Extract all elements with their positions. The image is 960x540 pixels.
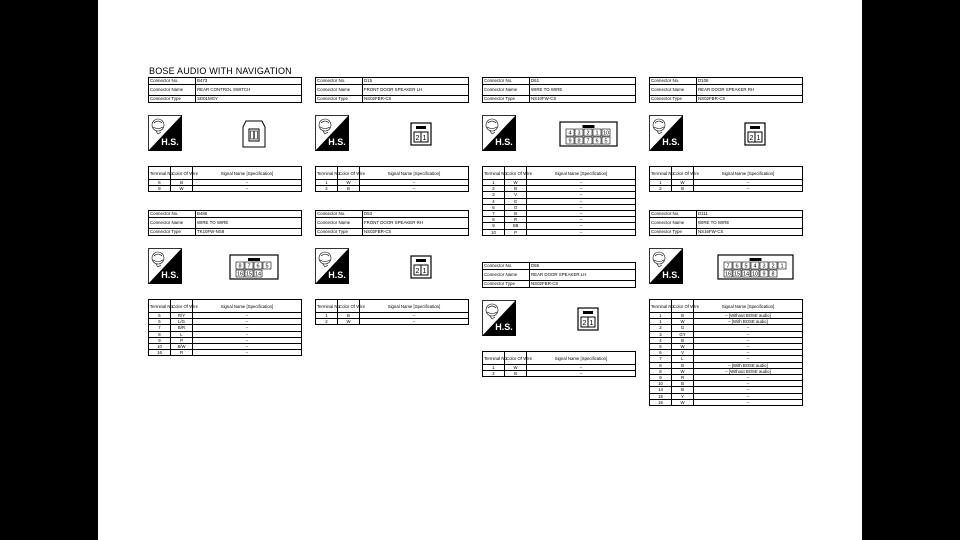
wire-color: W <box>672 180 694 186</box>
header-key: Connector Type <box>316 96 363 103</box>
header-value-no: D53 <box>363 211 469 218</box>
wire-color: W <box>672 344 694 350</box>
hs-icon <box>482 300 516 336</box>
wire-color: R/Y <box>171 313 193 319</box>
hs-icon <box>148 115 182 151</box>
pin-label: 2 <box>749 135 754 142</box>
signal-name: – <box>360 180 469 186</box>
terminal-no: 1 <box>316 313 338 319</box>
header-value-type: SD01MGY <box>196 96 302 103</box>
pin-label: 2 <box>585 130 590 137</box>
terminal-table <box>649 166 803 192</box>
header-value-no: D15 <box>363 78 469 85</box>
header-key: Connector Name <box>650 217 697 229</box>
wire-color: L/G <box>171 319 193 325</box>
pin-label: 1 <box>422 135 427 142</box>
header-value-type: NS02FBR-CS <box>363 229 469 236</box>
terminal-no: 1 <box>650 319 672 325</box>
terminal-no: 8 <box>483 217 505 223</box>
wire-color: B <box>505 371 527 377</box>
terminal-no: 9 <box>650 375 672 381</box>
hs-icon <box>148 248 182 284</box>
header-key: Connector Name <box>483 84 530 96</box>
signal-name: – <box>193 319 302 325</box>
pin-label: 3 <box>761 263 766 270</box>
header-key: Connector Name <box>316 84 363 96</box>
header-key: Connector Type <box>316 229 363 236</box>
terminal-no: 2 <box>316 186 338 192</box>
hs-icon <box>649 115 683 151</box>
terminal-no: 2 <box>316 319 338 325</box>
header-key: Connector No. <box>149 78 196 85</box>
connector-block <box>649 210 803 236</box>
header-key: Connector Type <box>650 229 697 236</box>
pin-label: 4 <box>752 263 757 270</box>
wire-color: SB <box>505 223 527 229</box>
terminal-no: 6 <box>483 204 505 210</box>
terminal-table <box>315 166 469 192</box>
pin-label: 1 <box>756 135 761 142</box>
pin-label: 8 <box>576 138 581 145</box>
hs-label: H.S. <box>495 137 513 147</box>
hs-label: H.S. <box>328 270 346 280</box>
pin-label: 1 <box>779 263 784 270</box>
terminal-table <box>482 351 636 377</box>
header-key: Connector Type <box>149 96 196 103</box>
col-signal-name: Signal Name [Specification] <box>360 167 469 180</box>
wire-color: W <box>338 180 360 186</box>
pin-label: 5 <box>603 138 608 145</box>
connector-block <box>482 262 636 288</box>
header-key: Connector Name <box>149 217 196 229</box>
header-key: Connector Type <box>149 229 196 236</box>
connector-face-icon <box>242 119 266 149</box>
pin-label: 1 <box>589 320 594 327</box>
terminal-table <box>148 299 302 356</box>
pin-label: 2 <box>582 320 587 327</box>
pin-label: 5 <box>265 263 269 270</box>
wire-color: B/R <box>171 325 193 331</box>
signal-name: – <box>527 223 636 229</box>
signal-name: – [With BOSE audio] <box>694 319 803 325</box>
col-signal-name: Signal Name [Specification] <box>694 167 803 180</box>
col-signal-name: Signal Name [Specification] <box>360 300 469 313</box>
header-value-no: B486 <box>196 211 302 218</box>
wire-color: G <box>505 198 527 204</box>
header-key: Connector Type <box>650 96 697 103</box>
terminal-no: 15 <box>650 393 672 399</box>
terminal-no: 5 <box>149 313 171 319</box>
header-key: Connector Type <box>483 281 530 288</box>
terminal-no: 6 <box>650 350 672 356</box>
pin-label: 2 <box>415 135 420 142</box>
hs-label: H.S. <box>161 137 179 147</box>
connector-block <box>148 77 302 103</box>
wire-color: GY <box>672 331 694 337</box>
header-key: Connector No. <box>316 211 363 218</box>
terminal-no: 3 <box>650 331 672 337</box>
hs-label: H.S. <box>662 270 680 280</box>
terminal-no: 10 <box>149 344 171 350</box>
pin-label: 8 <box>770 271 775 278</box>
header-value-no: D86 <box>530 263 636 270</box>
connector-face-icon <box>577 307 599 331</box>
header-key: Connector Type <box>483 96 530 103</box>
pin-label: 14 <box>254 271 262 278</box>
signal-name: – <box>360 186 469 192</box>
connector-block <box>315 77 469 103</box>
signal-name: – <box>527 204 636 210</box>
wire-color: B <box>338 313 360 319</box>
wire-color: L <box>171 331 193 337</box>
table-row <box>650 399 803 405</box>
col-terminal-no: Terminal No. <box>650 167 672 180</box>
terminal-table <box>148 166 302 192</box>
wire-color: B <box>672 381 694 387</box>
wire-color: B <box>672 186 694 192</box>
wire-color: B <box>672 387 694 393</box>
header-value-no: B473 <box>196 78 302 85</box>
terminal-no: 7 <box>483 211 505 217</box>
table-row <box>650 186 803 192</box>
connector-block <box>315 210 469 236</box>
pin-label: 7 <box>585 138 590 145</box>
header-value-type: NS16FW-CS <box>697 229 803 236</box>
signal-name: – <box>694 399 803 405</box>
terminal-no: 10 <box>650 381 672 387</box>
header-value-no: D61 <box>530 78 636 85</box>
pin-label: 5 <box>743 263 748 270</box>
connector-face-icon <box>559 121 618 147</box>
wire-color: B <box>505 211 527 217</box>
pin-label: 6 <box>594 138 599 145</box>
pin-label: 10 <box>751 271 758 278</box>
terminal-no: 1 <box>650 313 672 319</box>
signal-name: – <box>527 229 636 235</box>
terminal-no: 7 <box>650 356 672 362</box>
pin-label: 2 <box>770 263 775 270</box>
col-terminal-no: Terminal No. <box>650 300 672 313</box>
terminal-table <box>482 166 636 236</box>
page-title: BOSE AUDIO WITH NAVIGATION <box>149 66 292 76</box>
terminal-no: 4 <box>650 337 672 343</box>
connector-header <box>482 262 636 288</box>
signal-name: – <box>360 319 469 325</box>
signal-name: – <box>694 325 803 331</box>
terminal-no: 6 <box>149 319 171 325</box>
hs-label: H.S. <box>662 137 680 147</box>
signal-name: – <box>694 356 803 362</box>
signal-name: – <box>193 350 302 356</box>
pin-label: 6 <box>734 263 739 270</box>
connector-block <box>148 210 302 236</box>
wire-color: W <box>672 399 694 405</box>
terminal-no: 10 <box>483 229 505 235</box>
signal-name: – <box>193 186 302 192</box>
signal-name: – <box>193 331 302 337</box>
signal-name: – <box>694 186 803 192</box>
pin-label: 1 <box>422 268 427 275</box>
wire-color: B <box>338 186 360 192</box>
wiring-sheet <box>98 0 862 540</box>
terminal-no: 3 <box>483 192 505 198</box>
wire-color: B <box>672 337 694 343</box>
header-value-name: WIRE TO WIRE <box>530 84 636 96</box>
wire-color: B/W <box>171 344 193 350</box>
wire-color: G <box>672 325 694 331</box>
pin-label: 1 <box>594 130 599 137</box>
signal-name: – <box>527 211 636 217</box>
table-row <box>149 186 302 192</box>
header-key: Connector No. <box>316 78 363 85</box>
wire-color: P <box>505 229 527 235</box>
wire-color: W <box>672 368 694 374</box>
header-value-name: REAR DOOR SPEAKER RH <box>697 84 803 96</box>
terminal-no: 9 <box>149 337 171 343</box>
terminal-no: 8 <box>149 331 171 337</box>
signal-name: – <box>360 313 469 319</box>
pin-label: 7 <box>725 263 730 270</box>
header-key: Connector No. <box>149 211 196 218</box>
connector-header <box>649 210 803 236</box>
pin-label: 15 <box>733 271 740 278</box>
table-row <box>149 350 302 356</box>
wire-color: V <box>672 350 694 356</box>
col-signal-name: Signal Name [Specification] <box>193 167 302 180</box>
terminal-no: 1 <box>483 180 505 186</box>
col-terminal-no: Terminal No. <box>316 300 338 313</box>
wire-color: B <box>171 180 193 186</box>
terminal-no: 5 <box>650 344 672 350</box>
col-signal-name: Signal Name [Specification] <box>527 352 636 365</box>
terminal-no: 16 <box>149 350 171 356</box>
signal-name: – <box>694 393 803 399</box>
header-value-name: FRONT DOOR SPEAKER RH <box>363 217 469 229</box>
header-value-type: NS02FBR-CS <box>363 96 469 103</box>
terminal-no: 9 <box>483 223 505 229</box>
signal-name: – <box>193 344 302 350</box>
signal-name: – <box>527 365 636 371</box>
pin-label: 3 <box>576 130 581 137</box>
wire-color: R <box>672 375 694 381</box>
terminal-no: 8 <box>149 186 171 192</box>
connector-face-icon <box>410 255 432 279</box>
col-signal-name: Signal Name [Specification] <box>527 167 636 180</box>
wire-color: O <box>505 204 527 210</box>
wire-color: B <box>672 313 694 319</box>
header-value-type: TK10FW-NS8 <box>196 229 302 236</box>
signal-name: – <box>694 344 803 350</box>
header-value-no: D106 <box>697 78 803 85</box>
pin-label: 8 <box>238 263 242 270</box>
connector-block <box>649 77 803 103</box>
connector-header <box>482 77 636 103</box>
connector-face-icon <box>410 122 432 146</box>
signal-name: – <box>527 186 636 192</box>
terminal-no: 2 <box>483 371 505 377</box>
wire-color: R <box>505 217 527 223</box>
connector-header <box>315 77 469 103</box>
pin-label: 7 <box>247 263 251 270</box>
terminal-no: 1 <box>316 180 338 186</box>
wire-color: W <box>505 180 527 186</box>
terminal-no: 1 <box>650 180 672 186</box>
wire-color: P <box>171 337 193 343</box>
col-color-of-wire: Color Of Wire <box>171 300 193 313</box>
header-value-name: REAR CONTROL SWITCH <box>196 84 302 96</box>
header-value-no: D111 <box>697 211 803 218</box>
signal-name: – <box>694 381 803 387</box>
header-value-name: REAR DOOR SPEAKER LH <box>530 269 636 281</box>
hs-icon <box>482 115 516 151</box>
col-color-of-wire: Color Of Wire <box>505 167 527 180</box>
wire-color: W <box>505 365 527 371</box>
header-key: Connector Name <box>316 217 363 229</box>
col-signal-name: Signal Name [Specification] <box>694 300 803 313</box>
signal-name: – <box>527 198 636 204</box>
signal-name: – <box>694 375 803 381</box>
pin-label: 14 <box>742 271 749 278</box>
terminal-no: 2 <box>483 186 505 192</box>
hs-icon <box>315 115 349 151</box>
terminal-no: 8 <box>650 362 672 368</box>
col-terminal-no: Terminal No. <box>483 167 505 180</box>
col-color-of-wire: Color Of Wire <box>338 300 360 313</box>
signal-name: – [Without BOSE audio] <box>694 313 803 319</box>
col-terminal-no: Terminal No. <box>316 167 338 180</box>
pin-label: 4 <box>567 130 572 137</box>
wire-color: Y <box>672 393 694 399</box>
terminal-no: 16 <box>650 399 672 405</box>
table-row <box>316 319 469 325</box>
col-color-of-wire: Color Of Wire <box>505 352 527 365</box>
connector-header <box>148 210 302 236</box>
connector-header <box>315 210 469 236</box>
terminal-no: 4 <box>483 198 505 204</box>
wire-color: W <box>672 319 694 325</box>
header-value-name: WIRE TO WIRE <box>697 217 803 229</box>
header-key: Connector Name <box>149 84 196 96</box>
hs-label: H.S. <box>495 322 513 332</box>
wire-color: B <box>505 186 527 192</box>
terminal-no: 1 <box>483 365 505 371</box>
header-value-type: NS10FW-CS <box>530 96 636 103</box>
terminal-no: 2 <box>650 186 672 192</box>
table-row <box>316 186 469 192</box>
signal-name: – <box>694 331 803 337</box>
table-row <box>483 371 636 377</box>
signal-name: – <box>193 313 302 319</box>
signal-name: – <box>694 337 803 343</box>
col-color-of-wire: Color Of Wire <box>672 167 694 180</box>
connector-header <box>148 77 302 103</box>
signal-name: – <box>694 350 803 356</box>
wire-color: W <box>171 186 193 192</box>
signal-name: – <box>527 371 636 377</box>
table-row <box>483 229 636 235</box>
signal-name: – [With BOSE audio] <box>694 362 803 368</box>
pin-label: 9 <box>567 138 572 145</box>
signal-name: – <box>193 180 302 186</box>
terminal-no: 14 <box>650 387 672 393</box>
pin-label: 6 <box>256 263 260 270</box>
connector-block <box>482 77 636 103</box>
wire-color: V <box>505 192 527 198</box>
pin-label: 16 <box>236 271 244 278</box>
connector-face-icon <box>744 122 766 146</box>
hs-icon <box>315 248 349 284</box>
terminal-no: 2 <box>650 325 672 331</box>
terminal-no: 7 <box>149 325 171 331</box>
signal-name: – <box>193 325 302 331</box>
header-key: Connector No. <box>650 78 697 85</box>
pin-label: 10 <box>602 130 609 137</box>
pin-label: 16 <box>724 271 731 278</box>
header-key: Connector Name <box>650 84 697 96</box>
pin-label: 15 <box>245 271 253 278</box>
pin-label: 9 <box>761 271 766 278</box>
col-signal-name: Signal Name [Specification] <box>193 300 302 313</box>
terminal-table <box>649 299 803 406</box>
connector-face-icon <box>717 254 794 280</box>
wire-color: W <box>338 319 360 325</box>
header-value-type: NS02FBR-CS <box>697 96 803 103</box>
signal-name: – <box>694 387 803 393</box>
header-key: Connector No. <box>650 211 697 218</box>
hs-label: H.S. <box>161 270 179 280</box>
header-value-name: FRONT DOOR SPEAKER LH <box>363 84 469 96</box>
header-value-name: WIRE TO WIRE <box>196 217 302 229</box>
hs-label: H.S. <box>328 137 346 147</box>
header-value-type: NS02FBR-CS <box>530 281 636 288</box>
signal-name: – <box>527 217 636 223</box>
col-terminal-no: Terminal No. <box>483 352 505 365</box>
col-color-of-wire: Color Of Wire <box>672 300 694 313</box>
connector-header <box>649 77 803 103</box>
wire-color: R <box>171 350 193 356</box>
pin-label: 2 <box>415 268 420 275</box>
hs-icon <box>649 248 683 284</box>
connector-face-icon <box>229 254 279 280</box>
col-terminal-no: Terminal No. <box>149 300 171 313</box>
header-key: Connector No. <box>483 263 530 270</box>
signal-name: – <box>694 180 803 186</box>
header-key: Connector No. <box>483 78 530 85</box>
signal-name: – <box>527 180 636 186</box>
terminal-no: 8 <box>650 368 672 374</box>
signal-name: – <box>193 337 302 343</box>
header-key: Connector Name <box>483 269 530 281</box>
signal-name: – [Without BOSE audio] <box>694 368 803 374</box>
signal-name: – <box>527 192 636 198</box>
terminal-table <box>315 299 469 325</box>
wire-color: L <box>672 356 694 362</box>
col-terminal-no: Terminal No. <box>149 167 171 180</box>
col-color-of-wire: Color Of Wire <box>171 167 193 180</box>
col-color-of-wire: Color Of Wire <box>338 167 360 180</box>
wire-color: B <box>672 362 694 368</box>
terminal-no: 6 <box>149 180 171 186</box>
